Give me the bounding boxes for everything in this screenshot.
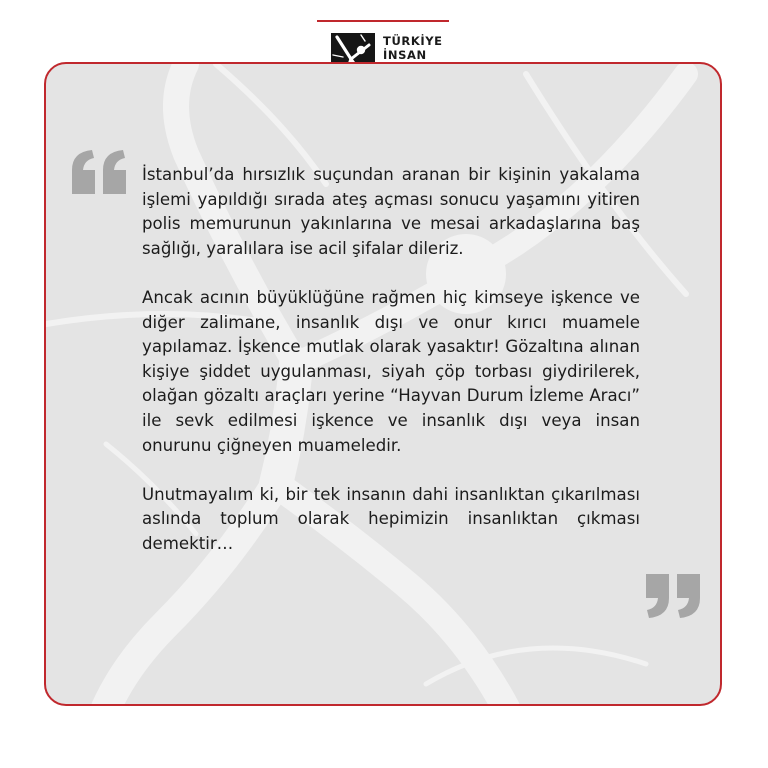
close-quote-icon <box>642 572 702 620</box>
statement-paragraph-2: Ancak acının büyüklüğüne rağmen hiç kimseye işkence ve diğer zalimane, insanlık dışı ve onur kırıcı muamele yapılamaz. İşkence mutlak olarak yasaktır! Gözaltına alınan kişiye şiddet uygulanması, siyah çöp torbası giydirilerek, olağan gözaltı araçları yerine “Hayvan Durum İzleme Aracı” ile sevk edilmesi işkence ve insanlık dışı veya insan onurunu çiğneyen muameledir. <box>142 287 640 455</box>
logo-line-1: TÜRKİYE <box>383 34 443 48</box>
statement-paragraph-3: Unutmayalım ki, bir tek insanın dahi insanlıktan çıkarılması aslında toplum olarak hepimizin insanlıktan çıkması demektir… <box>142 484 640 553</box>
logo-top-rule <box>317 20 449 22</box>
statement-text <box>142 163 640 557</box>
statement-paragraph-1: İstanbul’da hırsızlık suçundan aranan bir kişinin yakalama işlemi yapıldığı sırada ateş açması sonucu yaşamını yitiren polis memurunun yakınlarına ve mesai arkadaşlarına baş sağlığı, yaralılara ise acil şifalar dileriz. <box>142 165 640 258</box>
statement-card <box>44 62 722 706</box>
open-quote-icon <box>70 148 130 196</box>
logo-line-2: İNSAN <box>383 48 427 62</box>
